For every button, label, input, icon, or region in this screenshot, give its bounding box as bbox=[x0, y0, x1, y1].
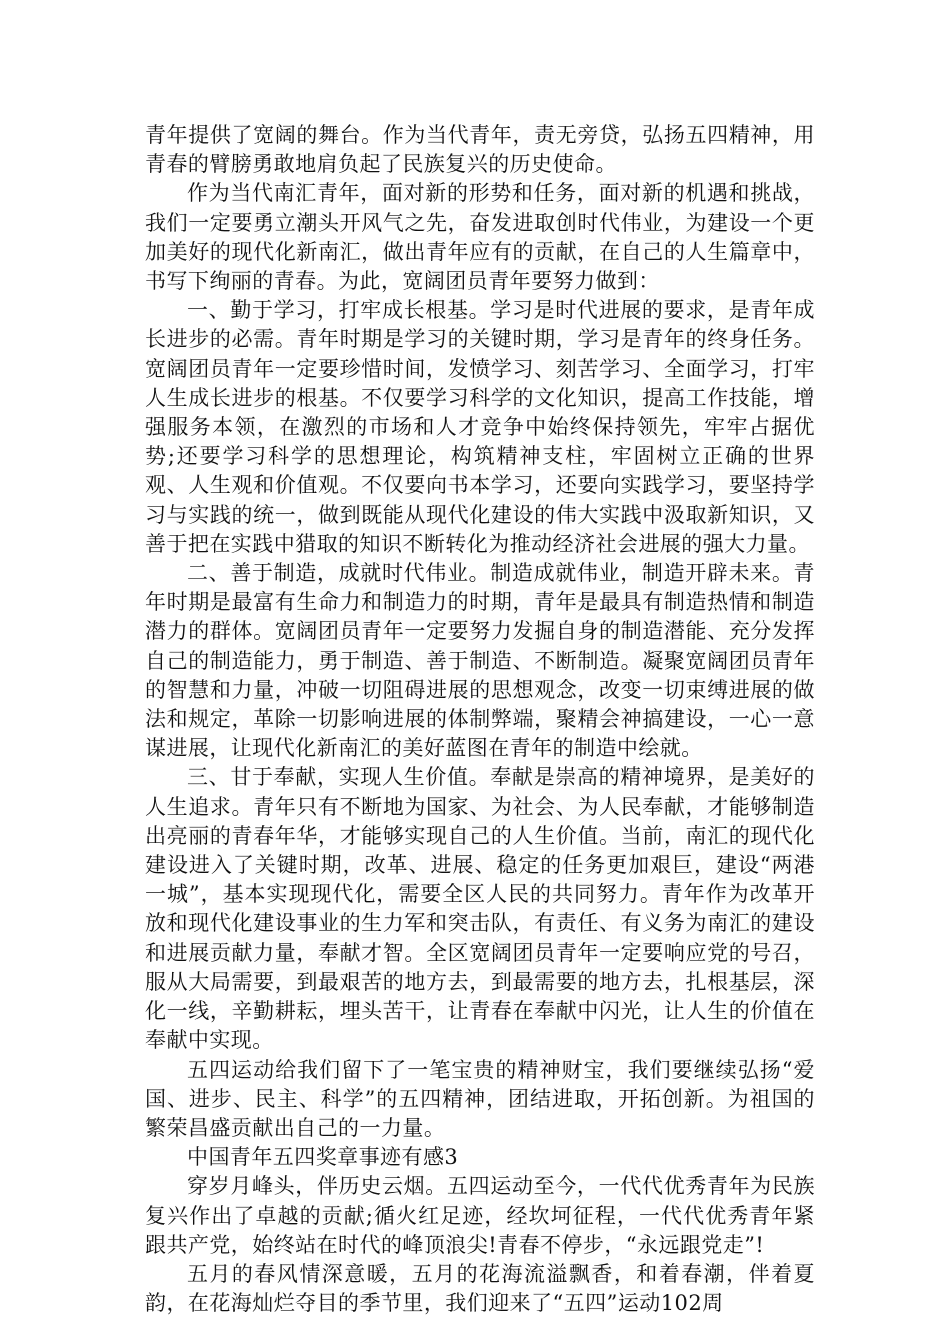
document-body bbox=[145, 121, 815, 1318]
paragraph-diligent-study: 一、勤于学习，打牢成长根基。学习是时代进展的要求，是青年成长进步的必需。青年时期是学习的关键时期，学习是青年的终身任务。宽阔团员青年一定要珍惜时间，发愤学习、刻苦学习、全面学习，打牢人生成长进步的根基。不仅要学习科学的文化知识，提高工作技能，增强服务本领，在激烈的市场和人才竞争中始终保持领先，牢牢占据优势;还要学习科学的思想理论，构筑精神支柱，牢固树立正确的世界观、人生观和价值观。不仅要向书本学习，还要向实践学习，要坚持学习与实践的统一，做到既能从现代化建设的伟大实践中汲取新知识，又善于把在实践中猎取的知识不断转化为推动经济社会进展的强大力量。 bbox=[145, 298, 815, 556]
paragraph-continuation: 青年提供了宽阔的舞台。作为当代青年，责无旁贷，弘扬五四精神，用青春的臂膀勇敢地肩负起了民族复兴的历史使命。 bbox=[145, 123, 815, 177]
section-heading: 中国青年五四奖章事迹有感3 bbox=[187, 1145, 459, 1170]
paragraph-may-season: 五月的春风情深意暖，五月的花海流溢飘香，和着春潮，伴着夏韵，在花海灿烂夺目的季节里，我们迎来了“五四”运动102周 bbox=[145, 1261, 815, 1316]
paragraph-nanhui-youth: 作为当代南汇青年，面对新的形势和任务，面对新的机遇和挑战，我们一定要勇立潮头开风气之先，奋发进取创时代伟业，为建设一个更加美好的现代化新南汇，做出青年应有的贡献，在自己的人生篇章中，书写下绚丽的青春。为此，宽阔团员青年要努力做到： bbox=[145, 181, 815, 294]
paragraph-history: 穿岁月峰头，伴历史云烟。五四运动至今，一代代优秀青年为民族复兴作出了卓越的贡献;循火红足迹，经坎坷征程，一代代优秀青年紧跟共产党，始终站在时代的峰顶浪尖!青春不停步，“永远跟党走”! bbox=[145, 1174, 815, 1257]
paragraph-willing-to-contribute: 三、甘于奉献，实现人生价值。奉献是崇高的精神境界，是美好的人生追求。青年只有不断地为国家、为社会、为人民奉献，才能够制造出亮丽的青春年华，才能够实现自己的人生价值。当前，南汇的现代化建设进入了关键时期，改革、进展、稳定的任务更加艰巨，建设“两港一城”，基本实现现代化，需要全区人民的共同努力。青年作为改革开放和现代化建设事业的生力军和突击队，有责任、有义务为南汇的建设和进展贡献力量，奉献才智。全区宽阔团员青年一定要响应党的号召，服从大局需要，到最艰苦的地方去，到最需要的地方去，扎根基层，深化一线，辛勤耕耘，埋头苦干，让青春在奉献中闪光，让人生的价值在奉献中实现。 bbox=[145, 765, 815, 1053]
paragraph-may-fourth-spirit: 五四运动给我们留下了一笔宝贵的精神财宝，我们要继续弘扬“爱国、进步、民主、科学”的五四精神，团结进取，开拓创新。为祖国的繁荣昌盛贡献出自己的一力量。 bbox=[145, 1057, 815, 1140]
paragraph-good-at-creating: 二、善于制造，成就时代伟业。制造成就伟业，制造开辟未来。青年时期是最富有生命力和制造力的时期，青年是最具有制造热情和制造潜力的群体。宽阔团员青年一定要努力发掘自身的制造潜能、充分发挥自己的制造能力，勇于制造、善于制造、不断制造。凝聚宽阔团员青年的智慧和力量，冲破一切阻碍进展的思想观念，改变一切束缚进展的做法和规定，革除一切影响进展的体制弊端，聚精会神搞建设，一心一意谋进展，让现代化新南汇的美好蓝图在青年的制造中绘就。 bbox=[145, 561, 815, 761]
